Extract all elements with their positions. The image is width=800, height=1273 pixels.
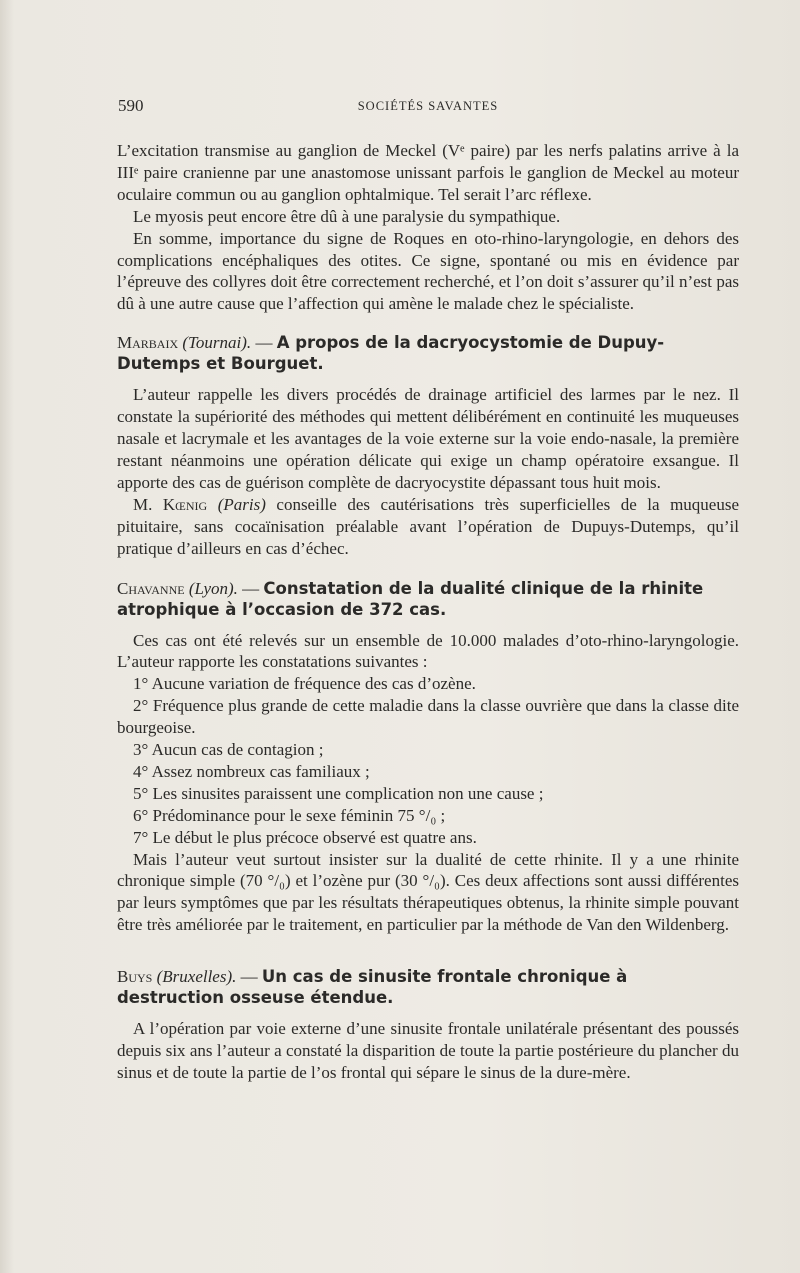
section-title: Un cas de sinusite frontale chronique à destruction osseuse étendue. <box>117 967 628 1008</box>
intro-paragraph-2: Le myosis peut encore être dû à une paralysie du sympathique. <box>133 206 561 226</box>
section-paragraph: Mais l’auteur veut surtout insister sur la dualité de cette rhinite. Il y a une rhinite chronique simple (70 °/₀) et l’ozène pur (30 °/₀). Ces deux affections sont aussi différentes par leurs symptômes que par les résultats thérapeutiques obtenus, la rhinite simple pouvant être très améliorée par le traitement, en particulier par la méthode de Van den Wildenberg. <box>117 849 739 935</box>
page-header <box>118 96 738 118</box>
heading-dash: — <box>236 967 262 987</box>
list-item: 5° Les sinusites paraissent une complication non une cause ; <box>133 783 544 803</box>
list-item: 2° Fréquence plus grande de cette maladie dans la classe ouvrière que dans la classe dite bourgeoise. <box>117 696 739 738</box>
section-title: A propos de la dacryocystomie de Dupuy-Dutemps et Bourguet. <box>117 333 665 374</box>
section-city: (Bruxelles). <box>156 967 237 987</box>
intro-paragraph-3: En somme, importance du signe de Roques en oto-rhino-laryngologie, en dehors des complications encéphaliques des otites. Ce signe, spontané ou mis en évidence par l’épreuve des collyres doit être correctement recherché, et l’on doit s’assurer qu’il n’est pas dû à une autre cause que l’affection qui amène le malade chez le spécialiste. <box>117 228 739 314</box>
list-item: 7° Le début le plus précoce observé est quatre ans. <box>133 827 477 847</box>
section-paragraph: L’auteur rappelle les divers procédés de drainage artificiel des larmes par le nez. Il constate la supériorité des méthodes qui mettent délibérément en continuité les muqueuses nasale et lacrymale et les avantages de la voie externe sur la voie endo-nasale, la première restant néanmoins une opération délicate qui exige un champ opératoire exsangue. Il apporte des cas de guérison complète de dacryocystite dépassant tous huit mois. <box>117 385 739 492</box>
heading-dash: — <box>237 578 264 598</box>
section-paragraph <box>117 494 739 560</box>
section-paragraph: Ces cas ont été relevés sur un ensemble de 10.000 malades d’oto-rhino-laryngologie. L’auteur rapporte les constatations suivantes : <box>117 630 739 672</box>
section-title: Constatation de la dualité clinique de la rhinite atrophique à l’occasion de 372 cas. <box>117 578 704 619</box>
intro-paragraph-1: L’excitation transmise au ganglion de Meckel (Vᵉ paire) par les nerfs palatins arrive à la IIIᵉ paire cranienne par une anastomose unissant parfois le ganglion de Meckel au moteur oculaire commun ou au ganglion ophtalmique. Tel serait l’arc réflexe. <box>117 141 739 204</box>
text-run: M. <box>133 494 163 514</box>
section-author: Marbaix <box>117 333 179 353</box>
person-name: Kœnig <box>162 494 208 514</box>
section-city: (Lyon). <box>188 578 238 598</box>
page-body <box>117 140 739 1084</box>
section-paragraph: A l’opération par voie externe d’une sinusite frontale unilatérale présentant des poussés depuis six ans l’auteur a constaté la disparition de toute la partie postérieure du plancher du sinus et de toute la partie de l’os frontal qui sépare le sinus de la dure-mère. <box>117 1019 739 1082</box>
list-item: 6° Prédominance pour le sexe féminin 75 °/₀ ; <box>133 805 446 825</box>
section-author: Chavanne <box>117 578 185 598</box>
list-item: 3° Aucun cas de contagion ; <box>133 740 324 760</box>
list-item: 1° Aucune variation de fréquence des cas d’ozène. <box>133 674 476 694</box>
section-heading-chavanne <box>117 578 739 620</box>
running-title: SOCIÉTÉS SAVANTES <box>357 99 499 113</box>
section-heading-marbaix <box>117 332 739 374</box>
heading-dash: — <box>251 333 277 353</box>
text-run: conseille des cautérisations très superficielles de la muqueuse pituitaire, sans cocaïnisation préalable avant l’opération de Dupuys-Dutemps, qu’il pratique d’ailleurs en cas d’échec. <box>117 494 740 558</box>
page-number: 590 <box>118 96 144 115</box>
section-city: (Tournai). <box>182 333 252 353</box>
city-name: (Paris) <box>217 494 266 514</box>
section-heading-buys <box>117 966 739 1008</box>
list-item: 4° Assez nombreux cas familiaux ; <box>133 761 370 781</box>
section-author: Buys <box>117 967 153 987</box>
